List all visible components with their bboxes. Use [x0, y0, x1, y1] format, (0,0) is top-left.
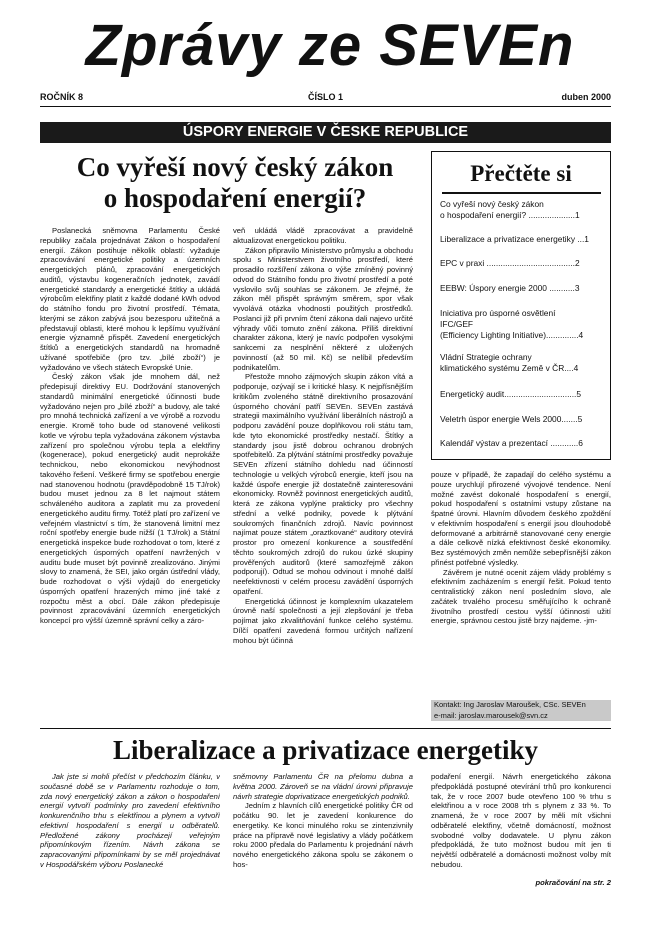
issue-number: ČÍSLO 1: [308, 92, 344, 102]
toc-item-line: IFC/GEF: [440, 318, 474, 329]
paragraph: Český zákon však jde mnohem dál, než předepisují direktivy EU. Dodržování stanovených standardů minimální energetické účinnosti bude vyžadováno nejen pro „bílé zboží“ a budovy, ale také pro mnohá technická zařízení a ve výrobě a rozvodu energie. Kromě toho bude od stanovené velikosti kotle ve výrobu tepla vyžadována zákonem výstavba zařízení pro společnou výrobu tepla a elektřiny (kogenerace), pokud energetický audit neprokáže technickou, nebo ekonomickou nevýhodnost takového řešení. Veškeré firmy se spotřebou energie nad stanovenou hodnotu (pravděpodobně 15 TJ/rok) budou muset jednou za 8 let najmout státem schváleného auditora a zaplatit mu za provedení energetického auditu firmy. Totéž platí pro zařízení ve veřejném vlastnictví s tím, že stanovená limitní mez roční spotřeby energie bude nižší (1 TJ/rok) a Státní energetická inspekce bude rozhodovat o tom, které z energetických úsporných opatření navržených v auditu bude muset být povinně zrealizováno. Jinými slovy to znamená, že SEI, jako orgán ústřední vlády, bude rozhodovat o výši výdajů do energeticky úsporných opatření hrazených mimo jiné také z rozpočtu měst a obcí. Dále zákon předepisuje povinnost zpracovávání územních energetických koncepcí pro výšší územně správní celky a záro-: [40, 372, 220, 625]
paragraph: Závěrem je nutné ocenit zájem vlády problémy s efektivním zacházením s energií řešit. Pokud tento centralistický zákon není posledním slovo, ale začátek trvalého procesu směřujícího k ochraně životního prostředí cestou vyšší účinnosti užití energie, správnou cestou jistě brzy najdeme. -jm-: [431, 567, 611, 626]
divider: [442, 192, 601, 194]
masthead-title: Zprávy ze SEVEn: [85, 13, 575, 78]
paragraph: Zákon připravilo Ministerstvo průmyslu a obchodu spolu s Ministerstvem životního prostředí, které prosadilo rozšíření zákona o výše zmíněný povinný odvod do Státního fondu pro životní prostředí a poté vyslovilo svůj souhlas se zákonem. Je zřejmé, že zákon měl přispět správným směrem, spor však vyvolává otázka vhodnosti použitých prostředků. Poslanci již při prvním čtení zákona dali najevo určité výhrady vůči tomuto znění zákona. Příliš direktivní charakter zákona, který je navíc podpořen vysokými sankcemi za nesplnění některé z uložených povinností (až 50 mil. Kč) se nelíbil především podnikatelům.: [233, 245, 413, 372]
toc-item-line: Vládní Strategie ochrany: [440, 352, 532, 362]
toc-item-line: (Efficiency Lighting Initiative)..............4: [440, 329, 584, 340]
toc-item[interactable]: [440, 352, 606, 374]
toc-item-line: Kalendář výstav a prezentací ............6: [440, 438, 583, 448]
paragraph: Energetická účinnost je komplexním ukazatelem úrovně naší společnosti a její zlepšování je třeba pojímat jako zkvalitňování funkce celého systému. Dílčí opatření zavedená formou určitých nařízení mohou být účinná: [233, 596, 413, 645]
headline-line-1: Co vyřeší nový český zákon: [76, 152, 394, 182]
article-headline: [40, 152, 430, 214]
toc-item-line: Liberalizace a privatizace energetiky ...1: [440, 234, 589, 244]
toc-item-line: Energetický audit...............................5: [440, 389, 582, 399]
divider: [40, 728, 611, 729]
toc-item-line: EPC v praxi ......................................2: [440, 258, 580, 268]
paragraph: Přestože mnoho zájmových skupin zákon vítá a podporuje, ozývají se i kritické hlasy. K nejpřísnějším kritikům zvoleného státně direktivního prosazování úsporného chování patří SEVEn. SEVEn zastává strategii maximálního využívání liberálních nástrojů a podporu zavádění pouze doplňkovou roli státu tam, kde tyto ekonomické prostředky nestačí. Štítky a standardy jsou jistě dobrou ochranou drobných spotřebitelů. Za plýtvání státními prostředky považuje SEVEn zřízení státního dohledu nad účinností technologie u velkých výrobců energie, kteří jsou na každé úspoře energie již dostatečně zainteresováni ekonomicky. Rovněž povinnost energetických auditů, která ze zákona vyplýne prakticky pro všechny střední a velké podniky, povede k plýtvání soukromých finančních zdrojů. Navíc povinnost najímat pouze státem „oraztkované“ auditory otevírá prostor pro omezení konkurence a soustředění těchto soukromých zdrojů do rukou úzké skupiny prověřených auditorů (které samozřejmě zákon podporují). Odtud se mohou odvinout i mnohé další neefektivnosti v celém procesu zavádění úsporných opatření.: [233, 372, 413, 596]
divider: [40, 106, 611, 107]
paragraph: podaření energií. Návrh energetického zákona předpokládá postupné otevírání trhů pro konkurenci tak, že v roce 2007 bude otevřeno 100 % trhu s elektřinou a v roce 2008 trh s plynem z 33 %. To znamená, že v roce 2007 by měli mít všichni odběratelé elektřiny, včetně domácností, možnost svobodné volby dodavatele. U plynu zákon předpokládá, že tuto možnost budou mít jen ti největší odběratelé a domácnosti možnost volby mít nebudou.: [431, 772, 611, 869]
paragraph: Poslanecká sněmovna Parlamentu České republiky začala projednávat Zákon o hospodaření energií. Zákon postihuje několik oblastí: vyžaduje zpracovávání energetické politiky a územních energetických plánů, zpracování energetických auditů, výstavbu kogeneračních jednotek, zavádí energetické standardy a energetické štítky a ukládá výrobcům elektřiny platit z každé dodané kWh odvod do státního fondu pro životní prostředí. Témata, kterými se zákon zabývá jsou bezesporu užitečná a představují oblasti, které mohou k lepšímu využívání energie významně přispět. Zavedení energetických štítků a energetických standardů na hromadně užívané spotřebiče (pro tzv. „bílé zboží“) je vyžadováno ve všech státech Evropské Unie.: [40, 226, 220, 372]
paragraph: veň ukládá vládě zpracovávat a pravidelně aktualizovat energetickou politiku.: [233, 226, 413, 245]
article-column-2: [233, 226, 413, 692]
paragraph: pouze v případě, že zapadají do celého systému a pouze urychlují přirozené vývojové tendence. Není možné zavést dokonalé hospodaření s energií, pokud hospodaření s ostatními vstupy zůstane na špatné úrovni. Hlavním důvodem českého zpoždění v efektivním hospodaření s energií jsou dlouhodobě deformované a arbitrárně stanovované ceny energie a dále celkově nízká efektivnost české ekonomiky. Bez systémových změn nemůže sebepřísnější zákon přinést potřebné výsledky.: [431, 470, 611, 567]
article-column-3: [431, 470, 611, 696]
toc-item-line: Iniciativa pro úsporné osvětlení: [440, 308, 556, 318]
contents-box: [431, 151, 611, 460]
toc-item[interactable]: [440, 308, 606, 340]
article-column-1: [40, 772, 220, 882]
volume-label: ROČNÍK 8: [40, 92, 84, 102]
toc-item[interactable]: [440, 283, 606, 294]
article-column-2: [233, 772, 413, 882]
toc-item[interactable]: [440, 389, 606, 400]
continued-note[interactable]: pokračování na str. 2: [535, 878, 611, 887]
contact-email[interactable]: e-mail: jaroslav.marousek@svn.cz: [434, 710, 548, 720]
toc-item-line: o hospodaření energií? ....................1: [440, 209, 580, 220]
toc-item[interactable]: [440, 438, 606, 449]
article-headline: Liberalizace a privatizace energetiky: [112, 735, 539, 765]
section-banner: ÚSPORY ENERGIE V ČESKE REPUBLICE: [40, 122, 611, 143]
contact-name: Kontakt: Ing Jaroslav Maroušek, CSc. SEVEn: [434, 700, 586, 709]
toc-item[interactable]: [440, 414, 606, 425]
contact-box: [431, 700, 611, 721]
paragraph: sněmovny Parlamentu ČR na přelomu dubna a května 2000. Zároveň se na vládní úrovni připravuje návrh strategie doprivatizace energetických podniků.: [233, 772, 413, 801]
article-column-3: [431, 772, 611, 876]
toc-item-line: Veletrh úspor energie Wels 2000.......5: [440, 414, 583, 424]
toc-item-line: EEBW: Úspory energie 2000 ...........3: [440, 283, 580, 293]
contents-title: Přečtěte si: [470, 161, 572, 186]
article-column-1: [40, 226, 220, 692]
toc-item[interactable]: [440, 258, 606, 269]
toc-item[interactable]: [440, 234, 606, 245]
issue-date: duben 2000: [561, 92, 611, 102]
issue-meta: [40, 92, 611, 104]
toc-item-line: Co vyřeší nový český zákon: [440, 199, 544, 209]
paragraph: Jedním z hlavních cílů energetické politiky ČR od počátku 90. let je zavedení konkurence do energetiky. Ke konci minulého roku se zintenzivnily práce na přípravě nové legislativy a vlády počátkem roku 2000 předala do Parlamentu k projednání návrh nového energetického zákona spolu se zákonem o hos-: [233, 801, 413, 869]
toc-item-line: klimatického systému Země v ČR....4: [440, 362, 579, 373]
paragraph: Jak jste si mohli přečíst v předchozím článku, v současné době se v Parlamentu rozhoduje o tom, zda nový energetický zákon a zákon o hospodaření energií vytvoří podmínky pro zavedení efektivního konkurenčního trhu s elektřinou a plynem a vytvoří efektivní hospodaření s energií u odběratelů. Předložené zákony procházejí veřejným připomínkovým řízením. Návrh zákona se zapracovanými připomínkami by se měl projednávat v Hospodářském výboru Poslanecké: [40, 772, 220, 869]
toc-item[interactable]: [440, 199, 606, 221]
headline-line-2: o hospodaření energií?: [103, 183, 367, 213]
